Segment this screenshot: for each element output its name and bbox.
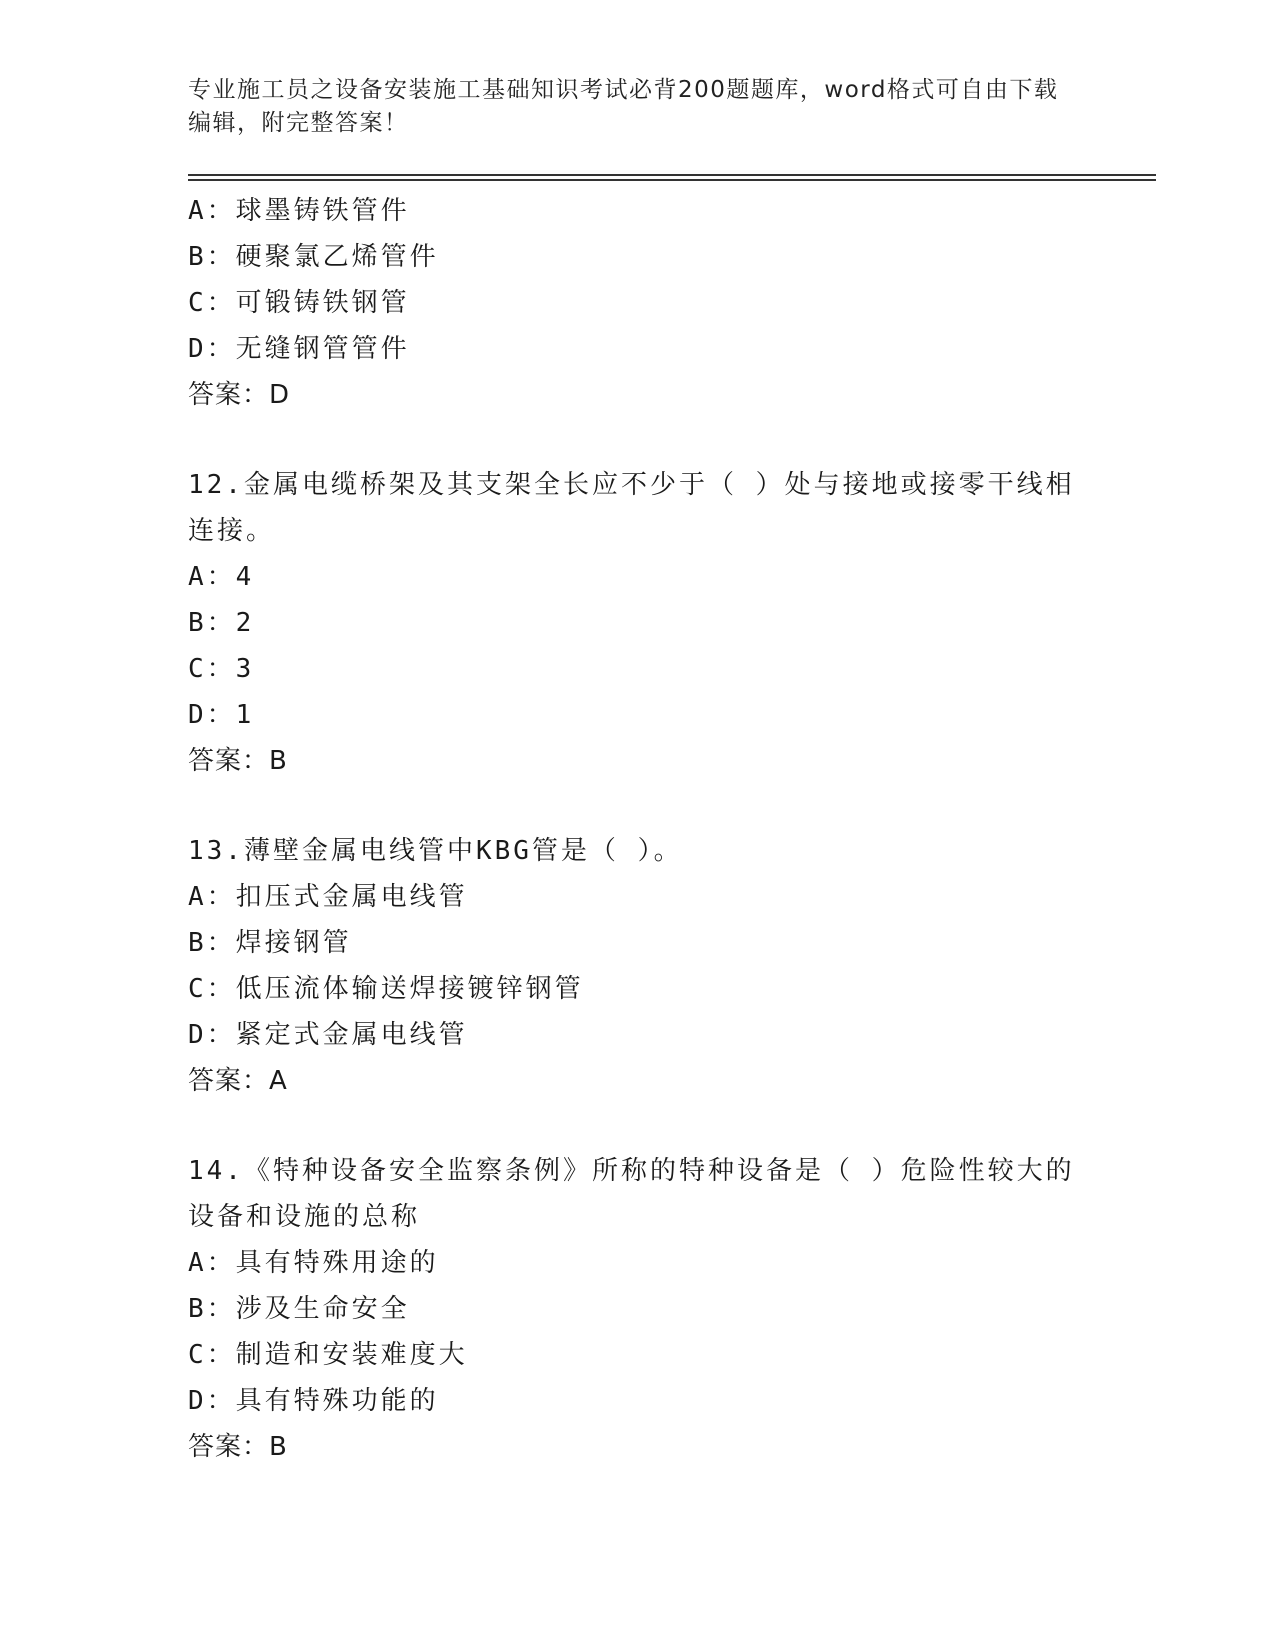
answer: 答案：D: [188, 380, 291, 410]
header-rule-bottom: [188, 179, 1156, 181]
question-text-line-1: 14.《特种设备安全监察条例》所称的特种设备是（ ）危险性较大的: [188, 1156, 1075, 1186]
question-13: [188, 828, 1088, 1104]
option-d: D：具有特殊功能的: [188, 1386, 439, 1416]
header-line-1: 专业施工员之设备安装施工基础知识考试必背200题题库，word格式可自由下载: [188, 77, 1059, 103]
option-c: C：低压流体输送焊接镀锌钢管: [188, 974, 584, 1004]
option-d: D：紧定式金属电线管: [188, 1020, 468, 1050]
option-a: A：4: [188, 562, 255, 592]
option-b: B：硬聚氯乙烯管件: [188, 242, 439, 272]
option-c: C：3: [188, 654, 255, 684]
option-d: D：1: [188, 700, 255, 730]
document-header: [188, 74, 1068, 140]
question-11: [188, 188, 1088, 418]
option-b: B：涉及生命安全: [188, 1294, 410, 1324]
question-text-line-2: 设备和设施的总称: [188, 1202, 421, 1232]
answer: 答案：A: [188, 1066, 288, 1096]
option-b: B：焊接钢管: [188, 928, 352, 958]
header-line-2: 编辑，附完整答案！: [188, 110, 409, 136]
option-a: A：球墨铸铁管件: [188, 196, 410, 226]
header-rule-top: [188, 174, 1156, 176]
option-c: C：制造和安装难度大: [188, 1340, 468, 1370]
question-text-line-1: 12.金属电缆桥架及其支架全长应不少于（ ）处与接地或接零干线相: [188, 470, 1075, 500]
spacer: [188, 1104, 1088, 1148]
answer: 答案：B: [188, 1432, 288, 1462]
option-a: A：扣压式金属电线管: [188, 882, 468, 912]
question-text-line-1: 13.薄壁金属电线管中KBG管是（ ）。: [188, 836, 683, 866]
spacer: [188, 418, 1088, 462]
option-a: A：具有特殊用途的: [188, 1248, 439, 1278]
option-c: C：可锻铸铁钢管: [188, 288, 410, 318]
question-14: [188, 1148, 1088, 1470]
question-list: [188, 188, 1088, 1470]
option-d: D：无缝钢管管件: [188, 334, 410, 364]
question-12: [188, 462, 1088, 784]
spacer: [188, 784, 1088, 828]
option-b: B：2: [188, 608, 255, 638]
question-text-line-2: 连接。: [188, 516, 276, 546]
answer: 答案：B: [188, 746, 288, 776]
